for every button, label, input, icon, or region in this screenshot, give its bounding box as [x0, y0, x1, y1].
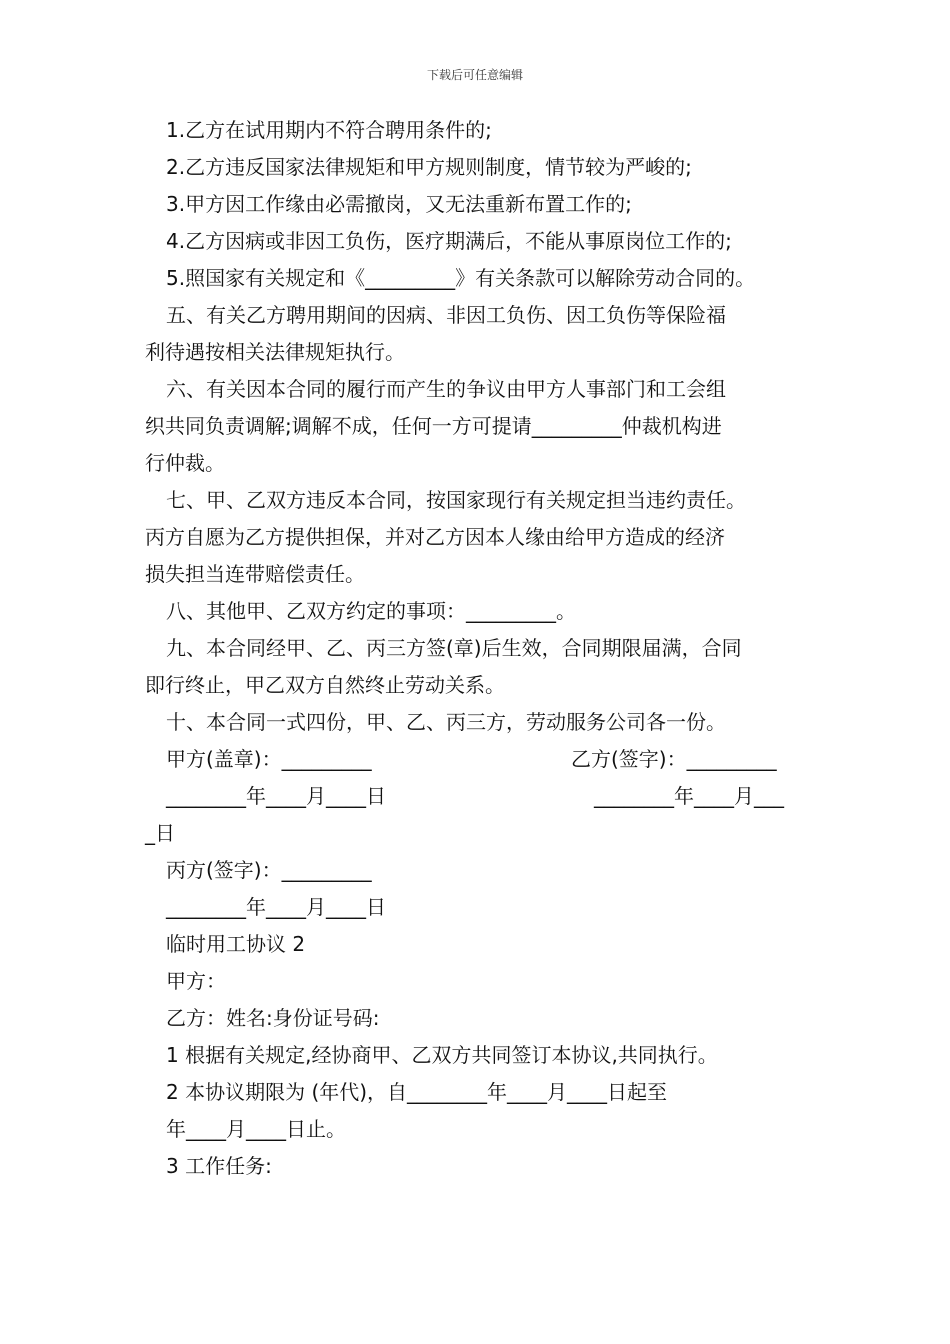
party-a-signature: 甲方(盖章)：_________: [166, 747, 372, 771]
list-item: 2.乙方违反国家法律规矩和甲方规则制度，情节较为严峻的;: [166, 155, 692, 179]
list-item: 1.乙方在试用期内不符合聘用条件的;: [166, 118, 492, 142]
list-item: 5.照国家有关规定和《_________》有关条款可以解除劳动合同的。: [166, 266, 756, 290]
clause-line: 年____月____日止。: [166, 1117, 346, 1141]
paragraph-line: 九、本合同经甲、乙、丙三方签(章)后生效，合同期限届满，合同: [166, 636, 742, 660]
paragraph-line: 六、有关因本合同的履行而产生的争议由甲方人事部门和工会组: [166, 377, 726, 401]
party-c-signature: 丙方(签字)：_________: [166, 858, 372, 882]
paragraph-line: 五、有关乙方聘用期间的因病、非因工负伤、因工负伤等保险福: [166, 303, 726, 327]
party-b-signature: 乙方(签字)：_________: [571, 747, 777, 771]
paragraph-line: 利待遇按相关法律规矩执行。: [145, 340, 405, 364]
clause-line: 2 本协议期限为 (年代)，自________年____月____日起至: [166, 1080, 668, 1104]
date-row: [145, 778, 825, 815]
paragraph-line: 即行终止，甲乙双方自然终止劳动关系。: [145, 673, 505, 697]
clause-line: 3 工作任务:: [166, 1154, 272, 1178]
paragraph-line: 七、甲、乙双方违反本合同，按国家现行有关规定担当违约责任。: [166, 488, 746, 512]
party-b-label: 乙方：姓名:身份证号码:: [166, 1006, 380, 1030]
party-a-date: ________年____月____日: [166, 784, 386, 808]
party-b-date: ________年____月___: [594, 784, 784, 808]
paragraph-line: 损失担当连带赔偿责任。: [145, 562, 365, 586]
list-item: 4.乙方因病或非因工负伤，医疗期满后，不能从事原岗位工作的;: [166, 229, 732, 253]
paragraph-line: 丙方自愿为乙方提供担保，并对乙方因本人缘由给甲方造成的经济: [145, 525, 725, 549]
list-item: 3.甲方因工作缘由必需撤岗，又无法重新布置工作的;: [166, 192, 632, 216]
date-continuation: _日: [145, 821, 175, 845]
signature-row: [145, 741, 825, 778]
document-body: [145, 112, 825, 1185]
party-c-date: ________年____月____日: [166, 895, 386, 919]
clause-line: 1 根据有关规定,经协商甲、乙双方共同签订本协议,共同执行。: [166, 1043, 718, 1067]
page-header: 下载后可任意编辑: [426, 68, 523, 82]
party-a-label: 甲方：: [166, 969, 226, 993]
paragraph-line: 织共同负责调解;调解不成，任何一方可提请_________仲裁机构进: [145, 414, 722, 438]
paragraph-line: 十、本合同一式四份，甲、乙、丙三方，劳动服务公司各一份。: [166, 710, 726, 734]
paragraph-line: 八、其他甲、乙双方约定的事项：_________。: [166, 599, 576, 623]
section-title: 临时用工协议 2: [166, 932, 306, 956]
paragraph-line: 行仲裁。: [145, 451, 225, 475]
